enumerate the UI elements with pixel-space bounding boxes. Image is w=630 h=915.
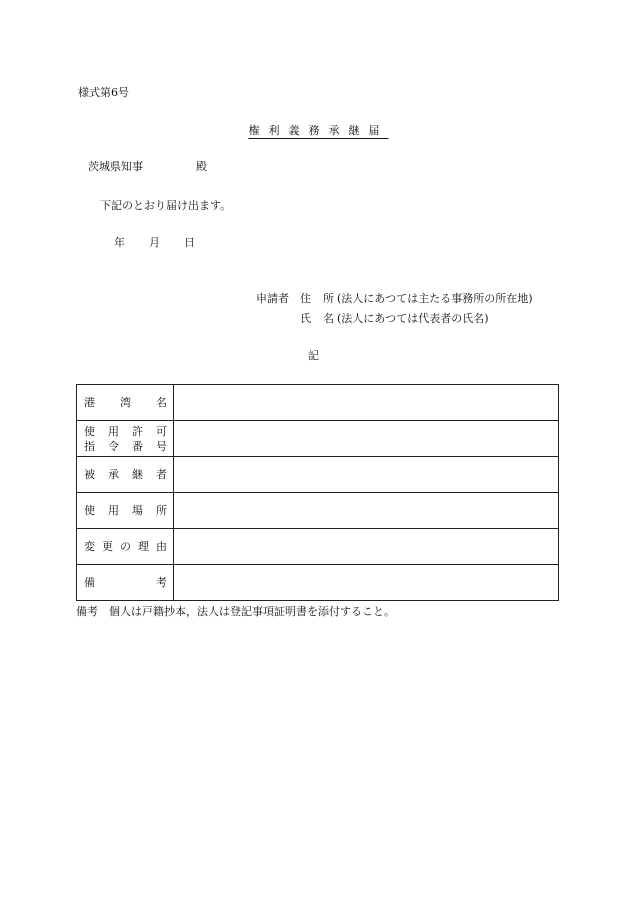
row-label-cell <box>77 421 174 457</box>
row-label-char: 使 <box>84 424 95 438</box>
row-label-line <box>84 539 167 554</box>
row-label-char: 所 <box>156 504 167 517</box>
row-label-char: 湾 <box>120 396 131 409</box>
date-month-label: 月 <box>149 236 160 249</box>
date-year-label: 年 <box>114 236 125 249</box>
row-label-cell <box>77 385 174 421</box>
row-label-char: 港 <box>84 396 95 409</box>
row-label-char: 備 <box>84 576 95 589</box>
intro-text: 下記のとおり届け出ます。 <box>100 199 232 212</box>
row-label-cell <box>77 457 174 493</box>
table-row <box>77 565 559 601</box>
row-label-char: 可 <box>156 424 167 438</box>
table-row <box>77 493 559 529</box>
row-label-char: 被 <box>84 468 95 481</box>
row-label-line <box>84 503 167 518</box>
row-value-cell[interactable] <box>174 565 559 601</box>
applicant-address-note: (法人にあつては主たる事務所の所在地) <box>337 292 533 305</box>
table-row <box>77 421 559 457</box>
row-label-cell <box>77 529 174 565</box>
table-row <box>77 385 559 421</box>
row-label-char: 変 <box>84 540 95 553</box>
row-label-char: 者 <box>156 468 167 481</box>
row-value-cell[interactable] <box>174 385 559 421</box>
row-value-cell[interactable] <box>174 457 559 493</box>
row-label-line <box>84 395 167 410</box>
row-label-char: 指 <box>84 439 95 453</box>
row-label-char: 用 <box>108 424 119 438</box>
row-label-cell <box>77 565 174 601</box>
row-label-char: 使 <box>84 504 95 517</box>
row-value-cell[interactable] <box>174 529 559 565</box>
row-label-char: 承 <box>108 468 119 481</box>
applicant-address-key: 住所 <box>300 292 346 305</box>
addressee-honorific: 殿 <box>196 160 207 173</box>
form-number: 様式第6号 <box>78 86 129 99</box>
row-label-char: 場 <box>132 504 143 517</box>
row-label-char: 令 <box>108 439 119 453</box>
row-label-char: 名 <box>156 396 167 409</box>
form-table-body <box>77 385 559 601</box>
row-label-line <box>84 467 167 482</box>
row-label-line <box>84 575 167 590</box>
form-table <box>76 384 559 601</box>
row-label-char: 用 <box>108 504 119 517</box>
applicant-name-key: 氏名 <box>300 312 346 325</box>
row-label-char: 理 <box>138 540 149 553</box>
row-label-char: 更 <box>102 540 113 553</box>
addressee-name: 茨城県知事 <box>88 160 143 173</box>
row-label-cell <box>77 493 174 529</box>
table-row <box>77 457 559 493</box>
document-title: 権利義務承継届 <box>248 124 389 137</box>
row-label-char: の <box>120 540 131 553</box>
remarks-note: 備考 個人は戸籍抄本，法人は登記事項証明書を添付すること。 <box>76 605 395 618</box>
row-label-char: 号 <box>156 439 167 453</box>
row-value-cell[interactable] <box>174 493 559 529</box>
ki-heading: 記 <box>308 349 319 362</box>
applicant-name-note: (法人にあつては代表者の氏名) <box>337 312 489 325</box>
row-label-line <box>84 424 167 439</box>
row-label-char: 考 <box>156 576 167 589</box>
row-value-cell[interactable] <box>174 421 559 457</box>
row-label-char: 番 <box>132 439 143 453</box>
row-label-char: 由 <box>156 540 167 553</box>
applicant-label: 申請者 <box>256 292 289 305</box>
row-label-line <box>84 439 167 454</box>
date-day-label: 日 <box>184 236 195 249</box>
table-row <box>77 529 559 565</box>
row-label-char: 継 <box>132 468 143 481</box>
row-label-char: 許 <box>132 424 143 438</box>
